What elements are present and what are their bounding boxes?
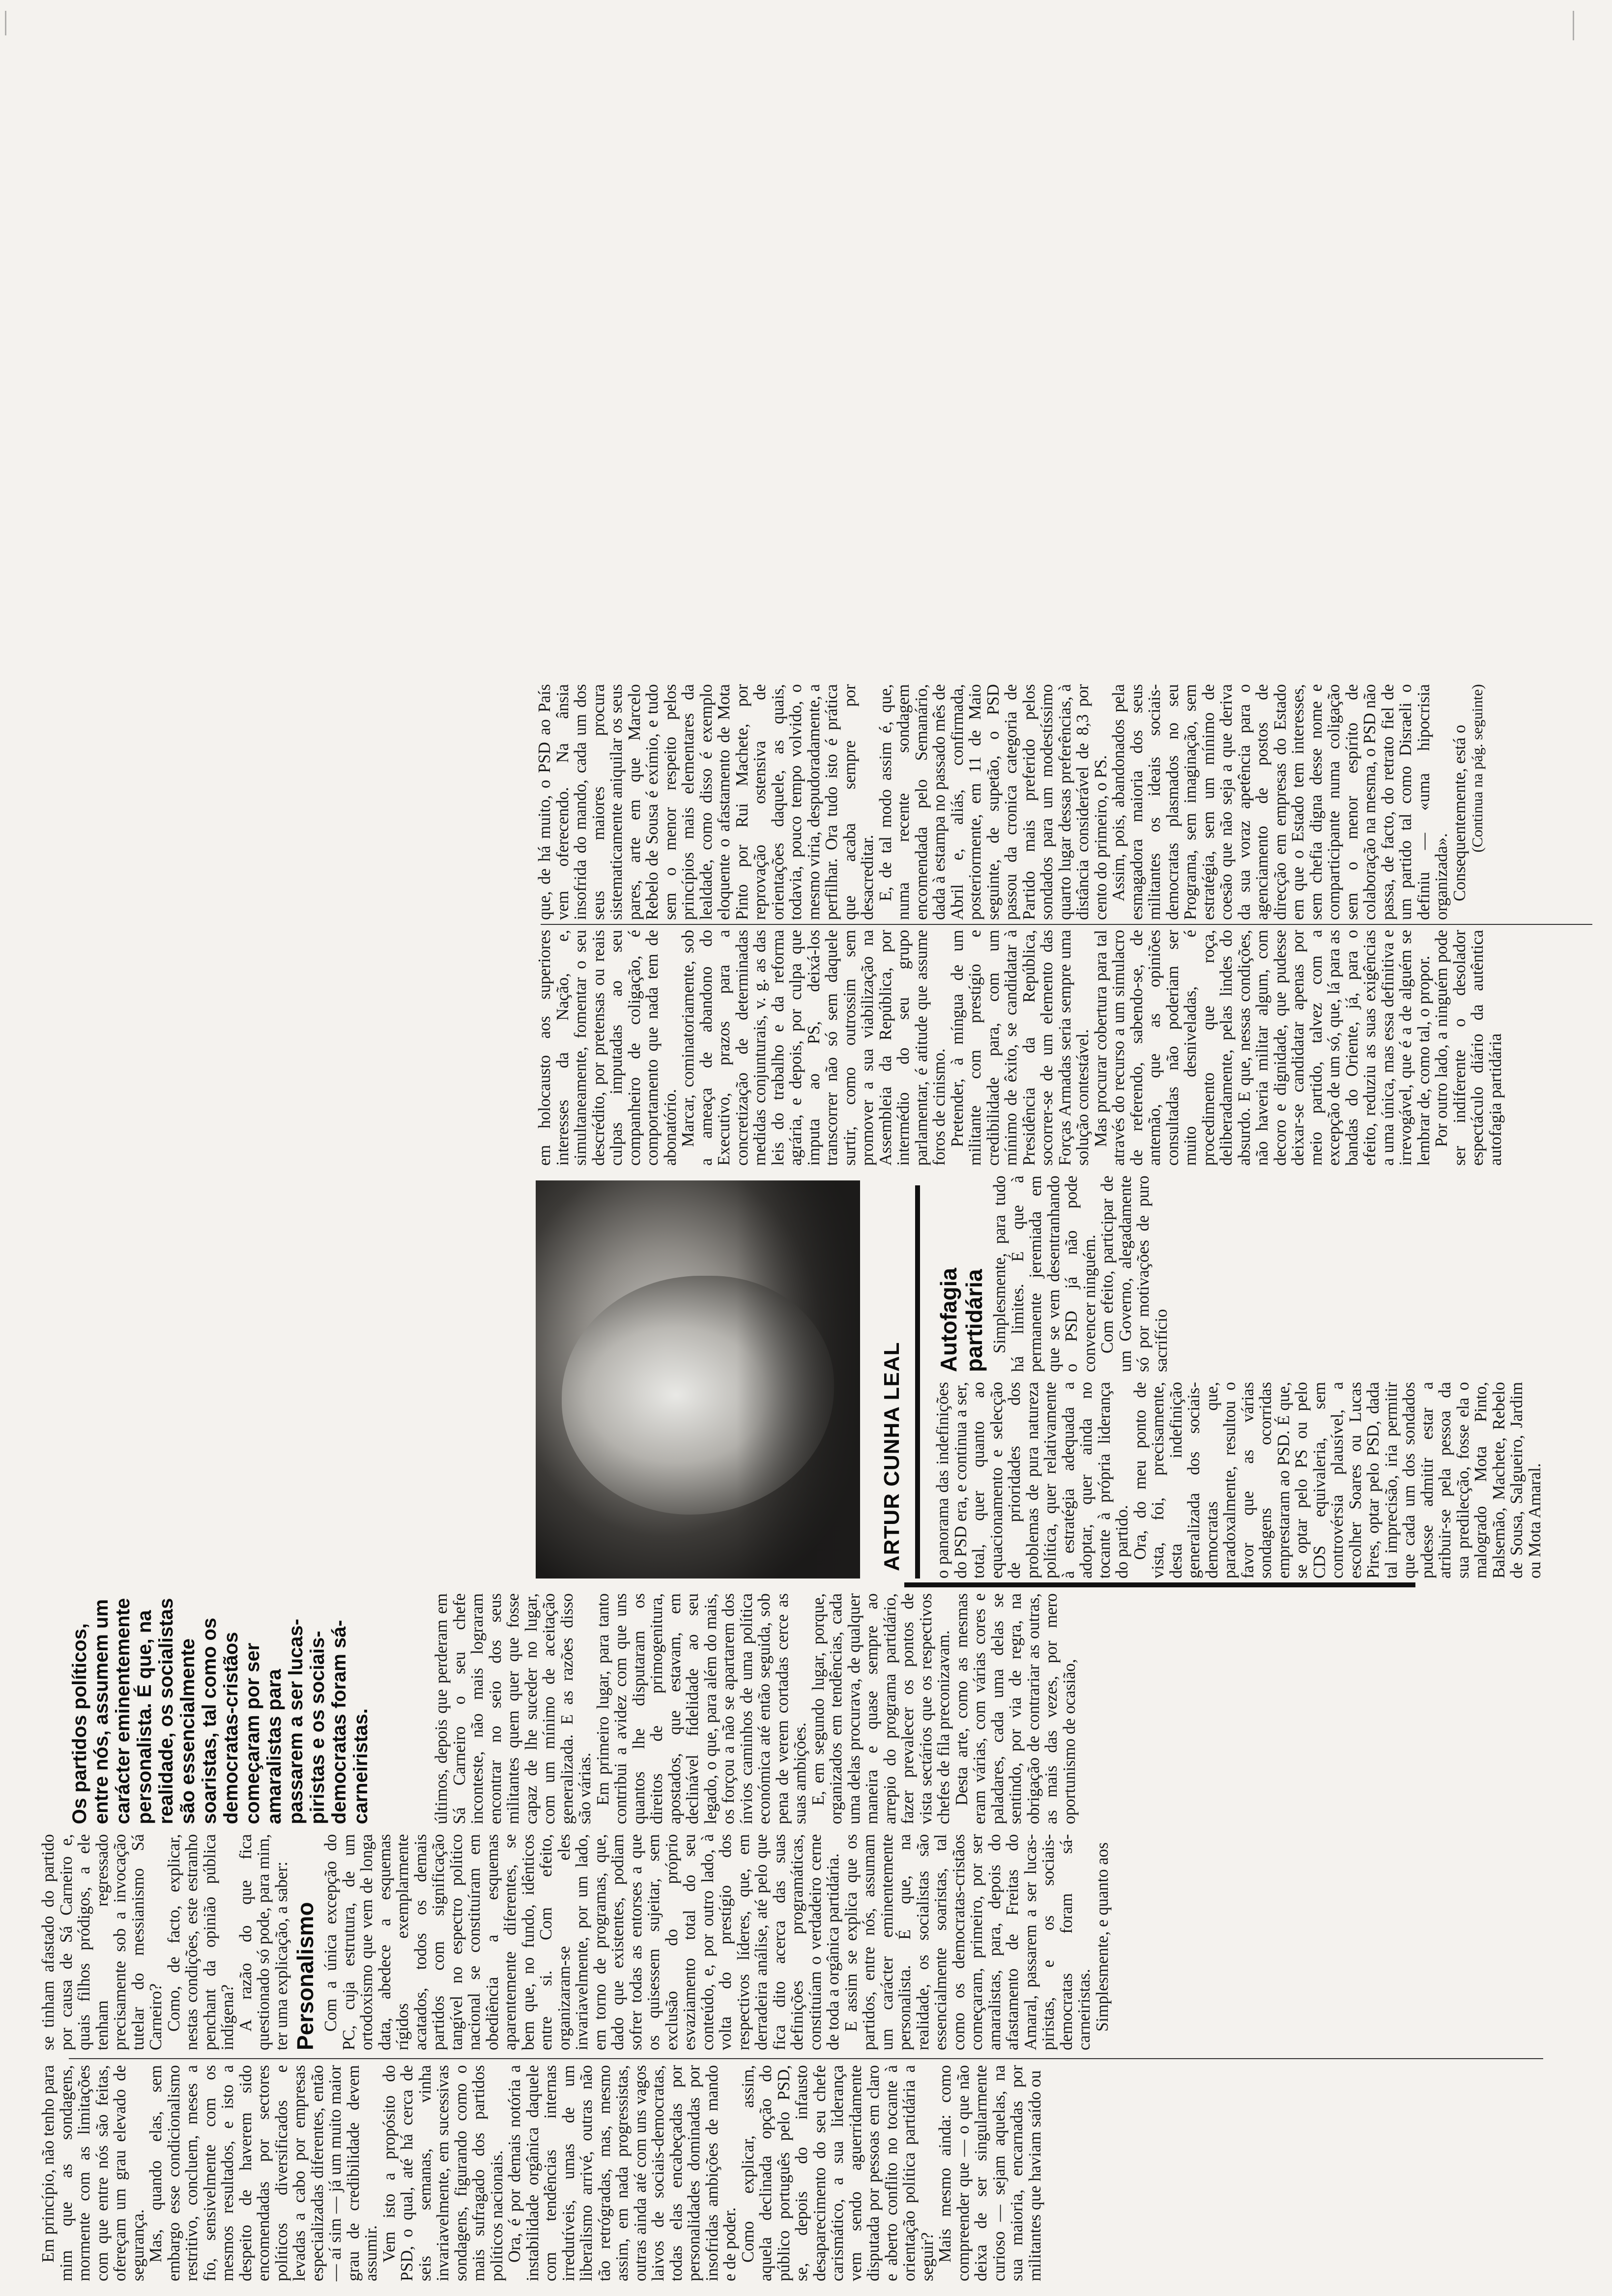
- paragraph: últimos, depois que perderam em Sá Carneiro o seu chefe inconteste, não mais lograram encontrar no seio dos seus militantes quem quer que fosse capaz de lhe suceder no lugar, com um mínimo de aceitação generalizada. E as razões disso são várias.: [432, 1589, 594, 1824]
- text-column-6: [535, 680, 1607, 920]
- paragraph: Mais mesmo ainda: como compreender que — o que não deixa de ser singularmente curioso — sejam aquelas, na sua maioria, encarnadas por militantes que haviam saído ou: [936, 2061, 1044, 2281]
- paragraph: Mas procurar cobertura para tal através do recurso a um simulacro de referendo, sabendo-se, de antemão, que as opiniões consultadas não poderiam ser muito desniveladas, é procedimento que roça, deliberadamente, pelas lindes do absurdo. E que, nessas condições, não haveria militar algum, com decoro e dignidade, que pudesse deixar-se candidatar apenas por meio partido, talvez com a excepção de um só, que, lá para as bandas do Oriente, já, para o efeito, reduziu as suas exigências a uma única, mas essa definitiva e irrevogável, que é a de alguém se lembrar de, como tal, o propor.: [1091, 925, 1433, 1166]
- author-byline: ARTUR CUNHA LEAL: [880, 1342, 904, 1571]
- paragraph: Por outro lado, a ninguém pode ser indiferente o desolador espectáculo diário da autêntica autofagia partidária: [1432, 925, 1505, 1166]
- text-column-3: [432, 1589, 1607, 1824]
- text-column-1: [39, 2061, 1607, 2281]
- section-heading-personalismo: Personalismo: [292, 1902, 318, 2050]
- paragraph: Como, de facto, explicar, nestas condições, este estranho penchant da opinião pública indígena?: [164, 1830, 237, 2050]
- paragraph: Com a única excepção do PC, cuja estrutura, de um ortodoxismo que vem de longa data, abedece a esquemas rígidos exemplarmente acatados, todos os demais partidos com significação tangível no espectro político nacional se constituíram em obediência a esquemas aparentemente diferentes, se bem que, no fundo, idênticos entre si. Com efeito, organizaram-se eles invariavelmente, por um lado, em torno de programas, que, dado que existentes, podiam sofrer todas as entorses a que os quisessem sujeitar, sem exclusão do próprio esvaziamento total do seu conteúdo, e, por outro lado, à volta do prestígio dos respectivos líderes, que, em derradeira análise, até pelo que fica dito acerca das suas definições programáticas, constituíam o verdadeiro cerne de toda a orgânica partidária.: [321, 1830, 842, 2050]
- section-heading-autofagia: Autofagia partidária: [936, 1267, 987, 1372]
- paragraph: Marcar, cominatoriamente, sob a ameaça de abandono do Executivo, prazos para a concretização de determinadas medidas conjunturais, v. g. as das leis do trabalho e da reforma agrária, e depois, por culpa que imputa ao PS, deixá-los transcorrer não só sem daquele surtir, como outrossim sem promover a sua viabilização na Assembleia da República, por intermédio do seu grupo parlamentar, é atitude que assume foros de cinismo.: [679, 925, 949, 1166]
- byline-rule: [915, 1185, 920, 1578]
- paragraph: em holocausto aos superiores interesses da Nação, e, simultaneamente, fomentar o seu descrédito, por pretensas ou reais culpas imputadas ao seu companheiro de coligação, é comportamento que nada tem de abonatório.: [535, 925, 680, 1166]
- paragraph: que, de há muito, o PSD ao País vem oferecendo. Na ânsia insofrida do mando, cada um dos seus maiores procura sistematicamente aniquilar os seus pares, arte em que Marcelo Rebelo de Sousa é exímio, e tudo sem o menor respeito pelos princípios mais elementares da lealdade, como disso é exemplo eloquente o afastamento de Mota Pinto por Rui Machete, por reprovação ostensiva de orientações daquele, as quais, todavia, pouco tempo volvido, o mesmo viria, despudoradamente, a perfilhar. Ora tudo isto é prática que acaba sempre por desacreditar.: [535, 680, 877, 920]
- byline-vertical-rule: [904, 1582, 1415, 1587]
- paragraph: Em primeiro lugar, para tanto contribui a avidez com que uns quantos lhe disputaram os direitos de primogenitura, apostados, que estavam, em declinável fidelidade ao seu legado, o que, para além do mais, os forçou a não se apartarem dos ínvios caminhos de uma política económica até então seguida, sob pena de verem cortadas cerce as suas ambições.: [593, 1589, 809, 1824]
- column-divider: [69, 2058, 1543, 2059]
- paragraph: Em princípio, não tenho para mim que as sondagens, mormente com as limitações com que entre nós são feitas, ofereçam um grau elevado de segurança.: [39, 2061, 147, 2281]
- scan-mark: [1573, 11, 1574, 40]
- paragraph: Assim, pois, abandonados pela esmagadora maioria dos seus militantes os ideais sociais-democratas plasmados no seu Programa, sem imaginação, sem estratégia, sem um mínimo de coesão que não seja a que deriva da sua voraz apetência para o agenciamento de postos de direcção em empresas do Estado em que o Estado tem interesses, sem chefia digna desse nome e comparticipante numa coligação sem o menor espírito de colaboração na mesma, o PSD não passa, de facto, do retrato fiel de um partido tal como Disraeli o definiu — «uma hipocrisia organizada».: [1109, 680, 1451, 920]
- paragraph: Vem isto a propósito do PSD, o qual, até há cerca de seis semanas, vinha invariavelmente, em sucessivas sondagens, figurando como o mais sufragado dos partidos políticos nacionais.: [379, 2061, 506, 2281]
- continued-note: (Continua na pág. seguinte): [1468, 684, 1486, 853]
- paragraph: E, em segundo lugar, porque, organizados em tendências, cada uma delas procurava, de qualquer maneira e quase sempre ao arrepio do programa partidário, fazer prevalecer os pontos de vista sectários que os respectivos chefes de fila preconizavam.: [808, 1589, 953, 1824]
- paragraph: Com efeito, participar de um Governo, alegadamente só por motivações de puro sacrifício: [1098, 1171, 1171, 1372]
- paragraph: o panorama das indefinições do PSD era, e continua a ser, total, quer quanto ao equacionamento e selecção de prioridades dos problemas de pura natureza política, quer relativamente à estratégia adequada a adoptar, quer ainda no tocante à própria liderança do partido.: [933, 1378, 1131, 1578]
- paragraph: Pretender, à míngua de um militante com prestígio e credibilidade para, com um mínimo de êxito, se candidatar à Presidência da República, socorrer-se de um elemento das Forças Armadas seria sempre uma solução contestável.: [948, 925, 1092, 1166]
- scan-mark: [5, 11, 6, 35]
- paragraph: Ora, é por demais notória a instabilidade orgânica daquele com tendências internas irredutíveis, umas de um liberalismo arrivé, outras não tão retrógradas, mas, mesmo assim, em nada progressistas, outras ainda até com uns vagos laivos de sociais-democratas, todas elas encabeçadas por personalidades dominadas por insofridas ambições de mando e de poder.: [505, 2061, 739, 2281]
- text-column-2: [39, 1830, 1607, 2050]
- paragraph: Mas, quando elas, sem embargo esse condicionalismo restritivo, concluem, meses a fio, sensivelmente com os mesmos resultados, e isto a despeito de haverem sido encomendadas por sectores políticos diversificados e levadas a cabo por empresas especializadas diferentes, então — aí sim — já um muito maior grau de credibilidade devem assumir.: [146, 2061, 380, 2281]
- paragraph: E assim se explica que os partidos, entre nós, assumam um carácter eminentemente personalista. É que, na realidade, os socialistas são essencialmente soaristas, tal como os democratas-cristãos começaram, primeiro, por ser amaralistas, para, depois do afastamento de Freitas do Amaral, passarem a ser lucas-piristas, e os sociais-democratas foram sá-carneiristas.: [841, 1830, 1094, 2050]
- pull-quote: Os partidos políticos, entre nós, assumem um carácter eminentemente personalista. É que, na realidade, os socialistas são essencialmente soaristas, tal como os democratas-cristãos começaram por ser amaralistas para passarem a ser lucas-piristas e os sociais-democratas foram sá-carneiristas.: [69, 1598, 372, 1824]
- text-column-4b: [934, 1171, 1607, 1372]
- paragraph: Como explicar, assim, aquela declinada opção do público português pelo PSD, se, depois do infausto desaparecimento do seu chefe carismático, a sua liderança vem sendo aguerridamente disputada por pessoas em claro e aberto conflito no tocante à orientação política partidária a seguir?: [738, 2061, 937, 2281]
- paragraph: E, de tal modo assim é, que, numa recente sondagem encomendada pelo Semanário, dada à estampa no passado mês de Abril e, aliás, confirmada, posteriormente, em 11 de Maio seguinte, de supetão, o PSD passou da cronica categoria de Partido mais preferido pelos sondados para um modestíssimo quarto lugar dessas preferências, à distância considerável de 8,3 por cento do primeiro, o PS.: [876, 680, 1110, 920]
- paragraph: Consequentemente, está o: [1450, 724, 1469, 901]
- paragraph: Simplesmente, e quanto aos: [1093, 1842, 1112, 2032]
- paragraph: se tinham afastado do partido por causa de Sá Carneiro e, quais filhos pródigos, a ele tenham regressado precisamente sob a invocação tutelar do messianismo Sá Carneiro?: [39, 1830, 165, 2050]
- text-column-5: [535, 925, 1607, 1166]
- paragraph: Desta arte, como as mesmas eram várias, com várias cores e paladares, cada uma delas se sentindo, por via de regra, na obrigação de contrariar as outras, as mais das vezes, por mero oportunismo de ocasião,: [952, 1589, 1079, 1824]
- column-divider: [541, 924, 1592, 925]
- paragraph: Ora, do meu ponto de vista, foi, precisamente, desta indefinição generalizada dos sociais-democratas que, paradoxalmente, resultou o favor que as várias sondagens ocorridas emprestaram ao PSD. É que, se optar pelo PS ou pelo CDS equivaleria, sem controvérsia plausível, a escolher Soares ou Lucas Pires, optar pelo PSD, dada tal imprecisão, iria permitir que cada um dos sondados pudesse admitir estar a atribuir-se pela pessoa da sua predilecção, fosse ela o malogrado Mota Pinto, Balsemão, Machete, Rebelo de Sousa, Salgueiro, Jardim ou Mota Amaral.: [1130, 1378, 1544, 1578]
- paragraph: A razão do que fica questionado só pode, para mim, ter uma explicação, a saber:: [236, 1830, 291, 2050]
- text-column-4: [933, 1378, 1607, 1578]
- author-portrait-shadow: [737, 1180, 860, 1578]
- paragraph: Simplesmente, para tudo há limites. É que à permanente jeremiada em que se vem desentranhando o PSD já não pode convencer ninguém.: [990, 1171, 1099, 1372]
- author-photo: [536, 1180, 860, 1578]
